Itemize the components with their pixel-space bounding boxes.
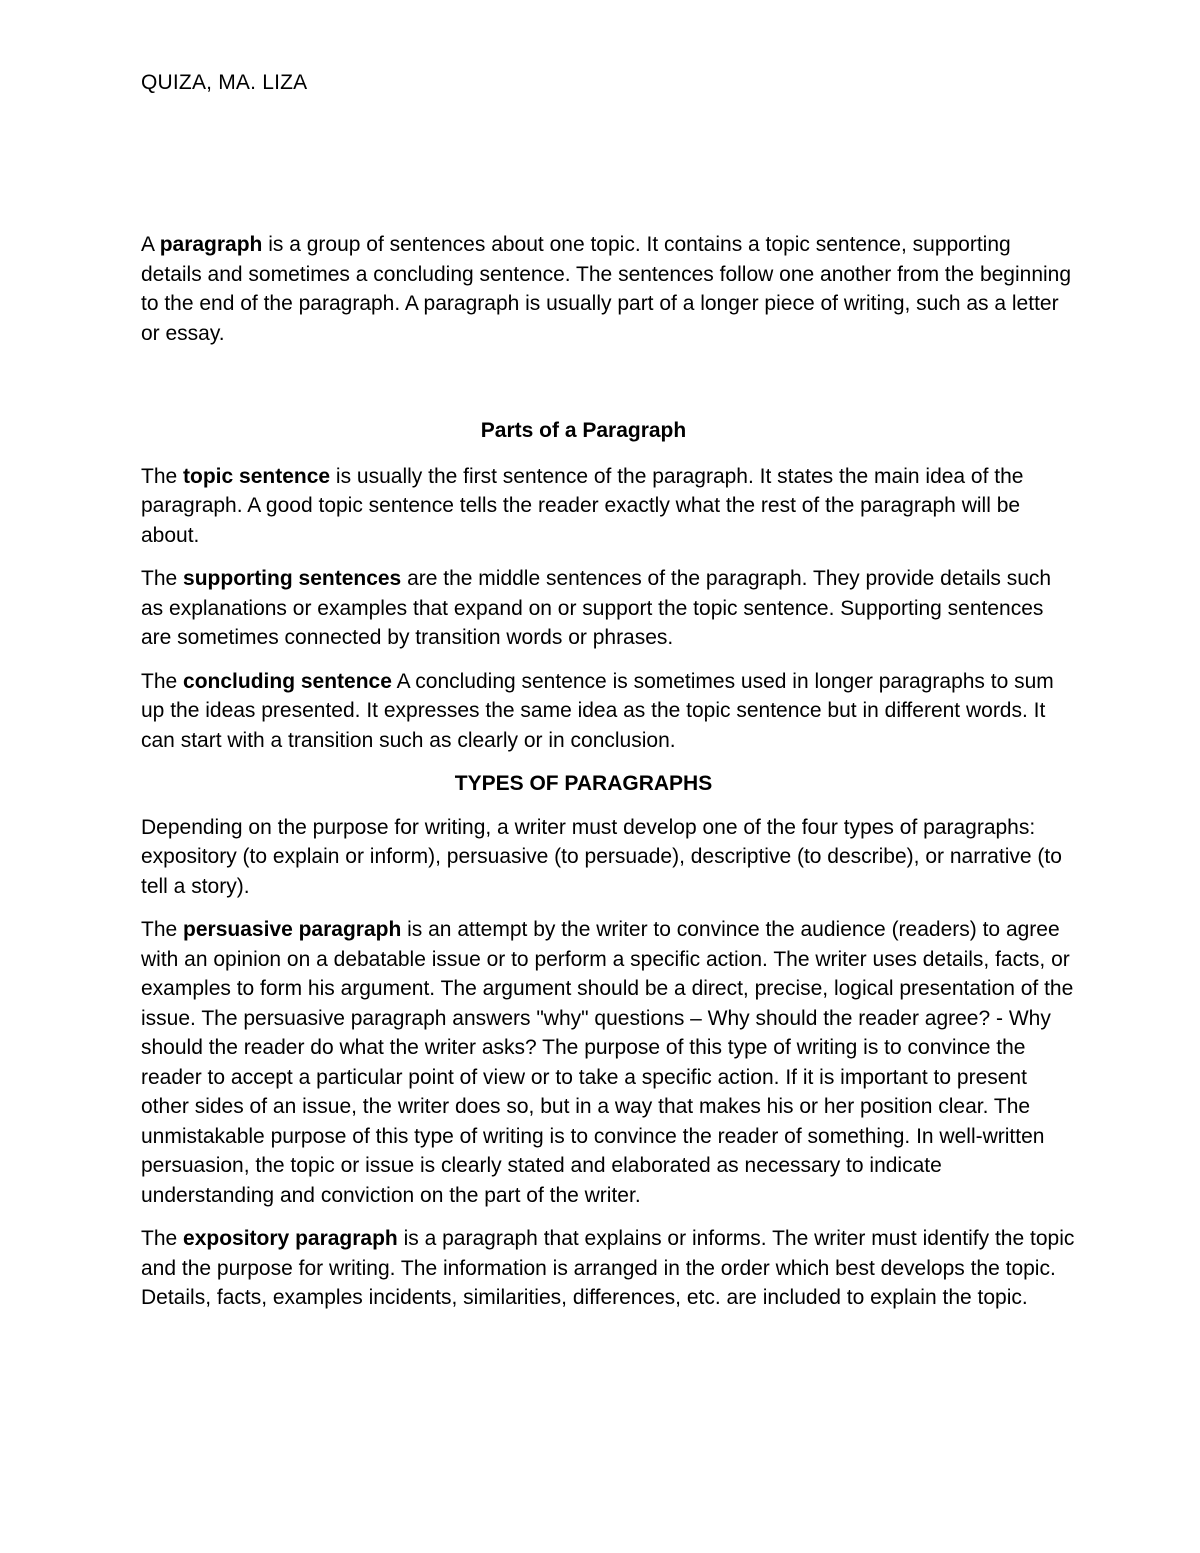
topic-sentence-pre: The bbox=[141, 464, 184, 488]
persuasive-post: is an attempt by the writer to convince the audience (readers) to agree with an opinion on a debatable issue or to perform a specific action. The writer uses details, facts, or examples to form his argument. The argument should be a direct, precise, logical presentation of the issue. The persuasive paragraph answers "why" questions – Why should the reader agree? - Why should the reader do what the writer asks? The purpose of this type of writing is to convince the reader to accept a particular point of view or to take a specific action. If it is important to present other sides of an issue, the writer does so, but in a way that makes his or her position clear. The unmistakable purpose of this type of writing is to convince the reader of something. In well-written persuasion, the topic or issue is clearly stated and elaborated as necessary to indicate understanding and conviction on the part of the writer. bbox=[141, 918, 1074, 1207]
concluding-sentence-term: concluding sentence bbox=[183, 669, 392, 693]
topic-sentence-paragraph bbox=[141, 462, 1076, 551]
expository-pre: The bbox=[141, 1227, 184, 1250]
parts-heading: Parts of a Paragraph bbox=[480, 419, 687, 442]
types-heading: TYPES OF PARAGRAPHS bbox=[454, 772, 713, 795]
concluding-sentence-pre: The bbox=[141, 669, 184, 693]
persuasive-pre: The bbox=[141, 918, 184, 941]
expository-post: is a paragraph that explains or informs. The writer must identify the topic and the purpose for writing. The information is arranged in the order which best develops the topic. Details, facts, examples incidents, similarities, differences, etc. are included to explain the topic. bbox=[141, 1227, 1075, 1309]
author-name: QUIZA, MA. LIZA bbox=[141, 71, 308, 94]
concluding-sentence-post: A concluding sentence is sometimes used in longer paragraphs to sum up the ideas presented. It expresses the same idea as the topic sentence but in different words. It can start with a transition such as clearly or in conclusion. bbox=[141, 669, 1054, 752]
intro-post: is a group of sentences about one topic. It contains a topic sentence, supporting details and sometimes a concluding sentence. The sentences follow one another from the beginning to the end of the paragraph. A paragraph is usually part of a longer piece of writing, such as a letter or essay. bbox=[141, 233, 1072, 345]
persuasive-term: persuasive paragraph bbox=[183, 918, 402, 941]
persuasive-paragraph bbox=[141, 915, 1076, 1210]
types-intro-paragraph: Depending on the purpose for writing, a writer must develop one of the four types of paragraphs: expository (to explain or inform), persuasive (to persuade), descriptive (to describe), or narrative (to tell a story). bbox=[141, 815, 1062, 898]
expository-term: expository paragraph bbox=[183, 1227, 398, 1250]
document-body bbox=[141, 230, 1076, 1327]
supporting-sentences-paragraph bbox=[141, 564, 1076, 653]
topic-sentence-post: is usually the first sentence of the paragraph. It states the main idea of the paragraph. A good topic sentence tells the reader exactly what the rest of the paragraph will be about. bbox=[141, 464, 1024, 547]
supporting-sentences-term: supporting sentences bbox=[183, 567, 402, 590]
intro-paragraph bbox=[141, 230, 1076, 348]
supporting-sentences-pre: The bbox=[141, 567, 184, 590]
topic-sentence-term: topic sentence bbox=[183, 464, 331, 488]
supporting-sentences-post: are the middle sentences of the paragraph. They provide details such as explanations or examples that expand on or support the topic sentence. Supporting sentences are sometimes connected by transition words or phrases. bbox=[141, 567, 1052, 649]
intro-pre: A bbox=[141, 233, 160, 256]
expository-paragraph bbox=[141, 1224, 1076, 1313]
concluding-sentence-paragraph bbox=[141, 667, 1076, 756]
intro-term: paragraph bbox=[159, 233, 263, 256]
